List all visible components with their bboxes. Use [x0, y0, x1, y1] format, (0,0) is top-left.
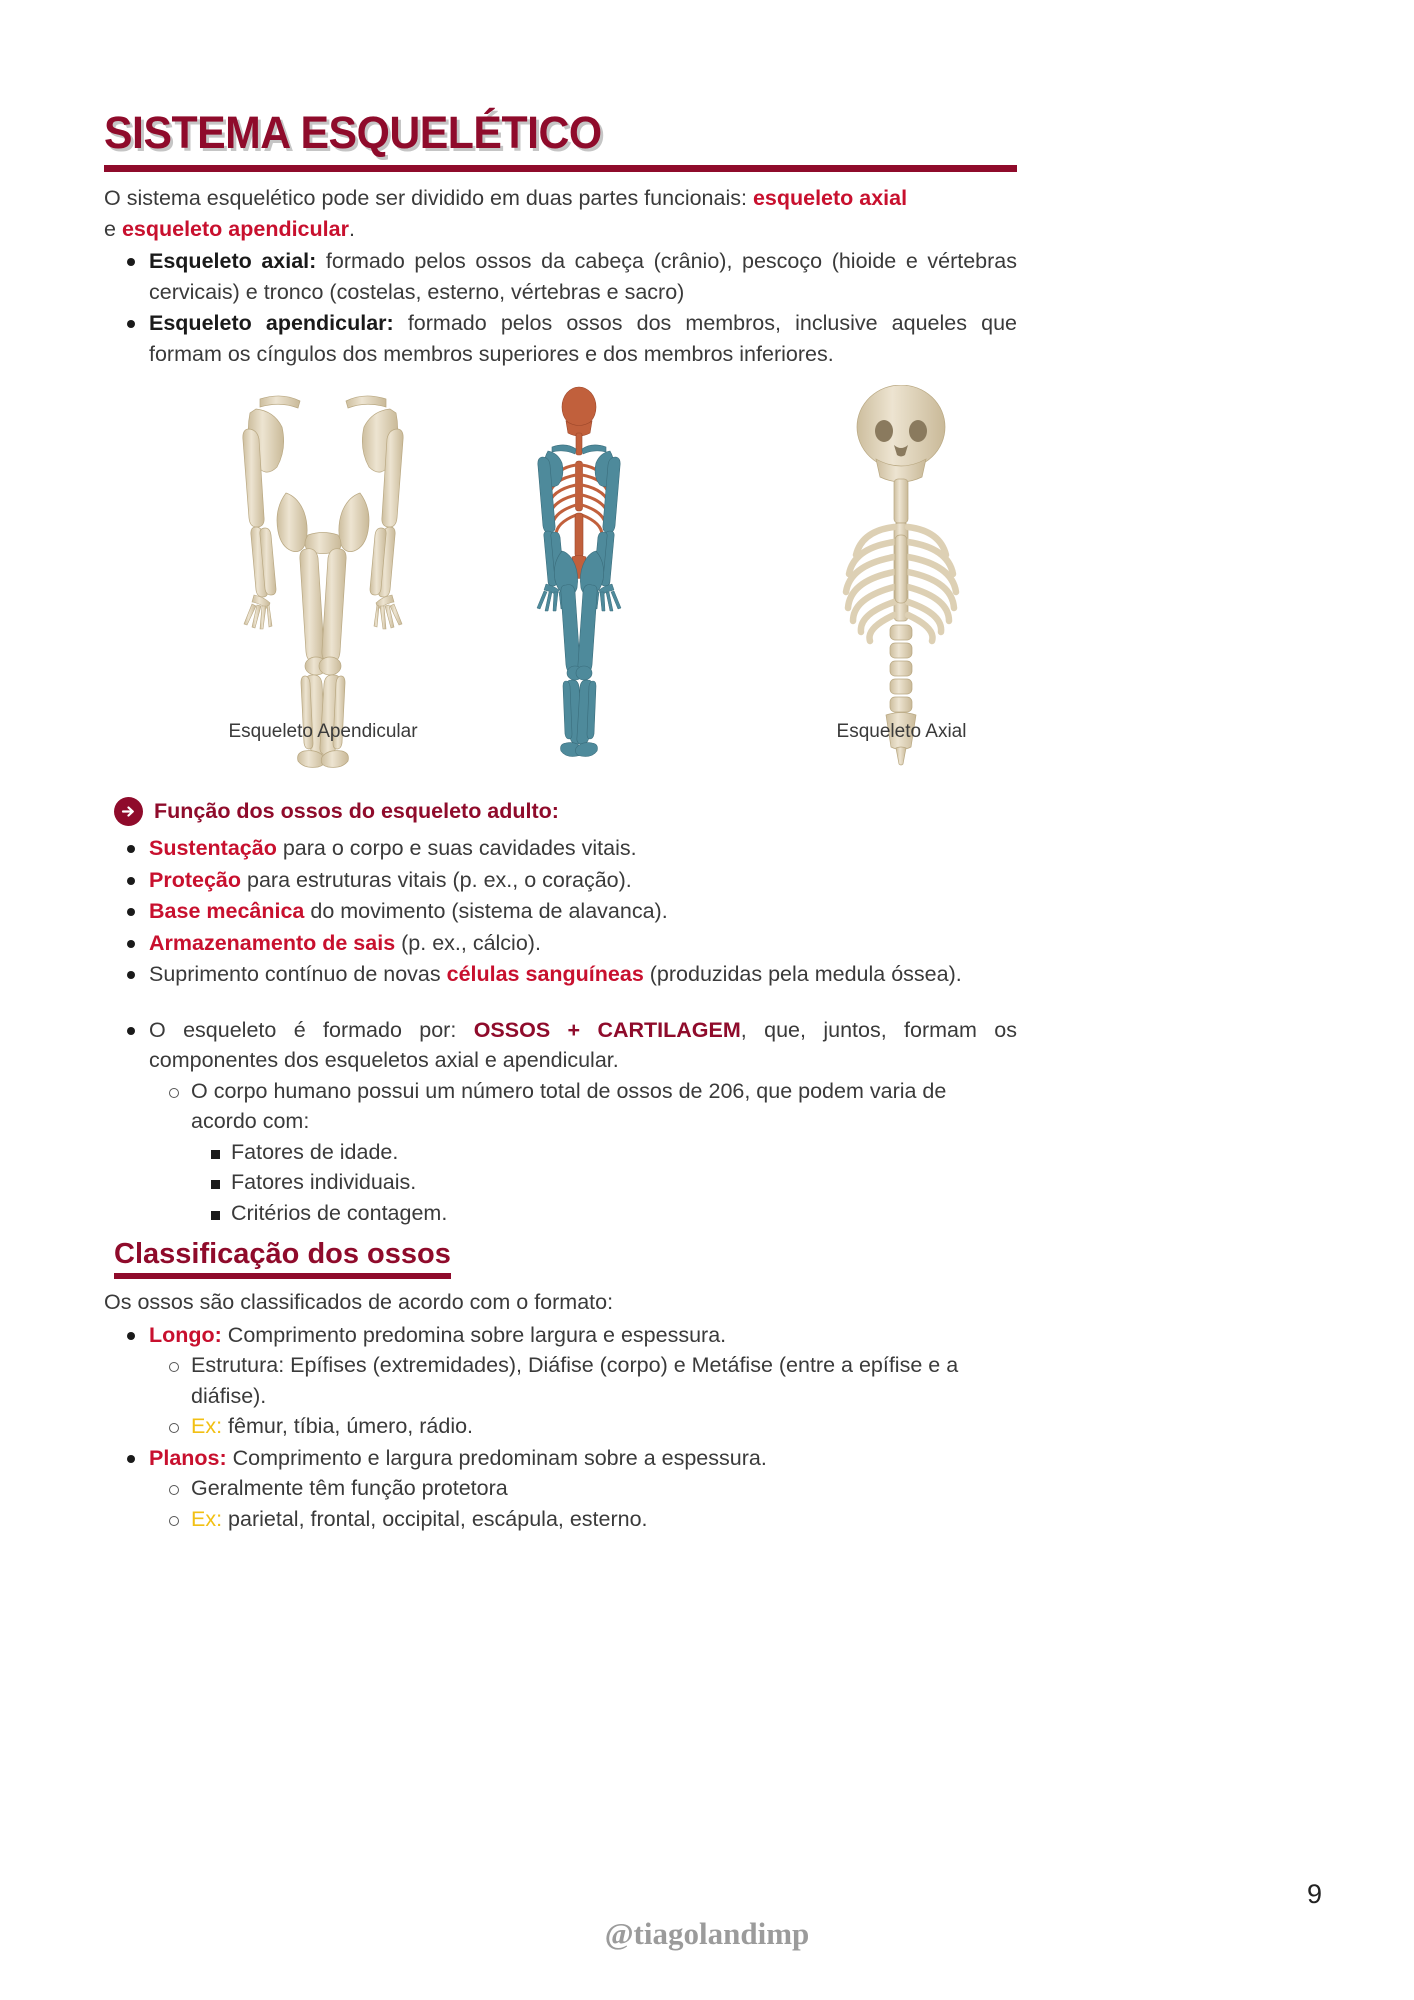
figure-caption-axial: Esqueleto Axial [836, 721, 967, 743]
composition-term: OSSOS + CARTILAGEM [473, 1017, 741, 1042]
intro-bullet-list [104, 246, 1017, 369]
skeleton-figures [104, 385, 1017, 785]
list-item-composition [104, 1015, 1017, 1229]
function-section-heading [114, 797, 1017, 826]
axial-skeleton-image [794, 385, 1009, 770]
function-section-label: Função dos ossos do esqueleto adulto: [154, 799, 559, 824]
intro-paragraph [104, 183, 1017, 244]
list-item [104, 308, 1017, 369]
example-text: parietal, frontal, occipital, escápula, esterno. [222, 1506, 648, 1531]
type-term: Longo: [149, 1322, 222, 1347]
example-label: Ex: [191, 1414, 223, 1439]
appendicular-skeleton-image [208, 385, 438, 770]
list-item-longo [104, 1320, 1017, 1442]
function-bullet-list [104, 833, 1017, 990]
classification-type-list [104, 1320, 1017, 1535]
list-item: Critérios de contagem. [191, 1198, 1017, 1229]
list-item [149, 1076, 1017, 1229]
list-item: Fatores de idade. [191, 1137, 1017, 1168]
list-item [104, 833, 1017, 864]
bullet-text: do movimento (sistema de alavanca). [304, 899, 668, 924]
bullet-text: (p. ex., cálcio). [395, 930, 541, 955]
example-label: Ex: [191, 1506, 223, 1531]
bullet-text: para o corpo e suas cavidades vitais. [276, 836, 637, 861]
figure-axial-skeleton [794, 385, 1009, 775]
intro-term-apendicular: esqueleto apendicular [121, 216, 349, 241]
bullet-term: Armazenamento de sais [149, 930, 396, 955]
classification-heading-text: Classificação dos ossos [114, 1238, 451, 1271]
factors-list [191, 1137, 1017, 1229]
bullet-term: Base mecânica [149, 899, 305, 924]
bullet-term: células sanguíneas [446, 962, 644, 987]
planos-sub-list [149, 1473, 1017, 1534]
arrow-right-circle-icon [114, 797, 143, 826]
title-divider [104, 165, 1017, 172]
intro-text-2: e [104, 216, 122, 241]
bullet-text: para estruturas vitais (p. ex., o coração). [241, 867, 632, 892]
list-item-blood-cells [104, 959, 1017, 990]
page-content [104, 107, 1017, 1535]
list-item: Fatores individuais. [191, 1167, 1017, 1198]
bullet-text: formado pelos ossos da cabeça (crânio), pescoço (hioide e vértebras cervicais) e tronco (costelas, esterno, vértebras e sacro) [149, 249, 1017, 304]
bullet-term: Proteção [149, 867, 242, 892]
watermark: @tiagolandimp [604, 1916, 810, 1951]
composition-text-post: , que, juntos, formam os componentes dos esqueletos axial e apendicular. [149, 1017, 1017, 1073]
example-text: fêmur, tíbia, úmero, rádio. [222, 1414, 474, 1439]
classification-heading-underline [114, 1273, 451, 1279]
type-text: Comprimento e largura predominam sobre a espessura. [226, 1445, 767, 1470]
list-item [104, 928, 1017, 959]
bullet-text-pre: Suprimento contínuo de novas [149, 962, 447, 987]
list-item [104, 896, 1017, 927]
bullet-term: Sustentação [149, 836, 277, 861]
composition-bullet-list [104, 1015, 1017, 1229]
page-title: SISTEMA ESQUELÉTICO [104, 107, 602, 158]
figure-appendicular-skeleton [208, 385, 438, 775]
type-term: Planos: [149, 1445, 227, 1470]
longo-sub-list [149, 1350, 1017, 1442]
classification-intro: Os ossos são classificados de acordo com o formato: [104, 1290, 614, 1315]
sub-bullet-text: O corpo humano possui um número total de ossos de 206, que podem varia de acordo com: [191, 1078, 947, 1134]
composition-sub-list [149, 1076, 1017, 1229]
figure-axial-vs-appendicular [504, 385, 654, 775]
bullet-term: Esqueleto apendicular: [149, 311, 394, 336]
list-item: Estrutura: Epífises (extremidades), Diáfise (corpo) e Metáfise (entre a epífise e a diáfise). [149, 1350, 1017, 1411]
bullet-text-post: (produzidas pela medula óssea). [643, 962, 962, 987]
colored-skeleton-image [504, 385, 654, 770]
section-spacer [104, 991, 1017, 1013]
type-text: Comprimento predomina sobre largura e espessura. [221, 1322, 727, 1347]
bullet-text: formado pelos ossos dos membros, inclusive aqueles que formam os cíngulos dos membros superiores e dos membros inferiores. [149, 311, 1017, 366]
classification-heading [114, 1239, 451, 1279]
list-item [149, 1504, 1017, 1535]
page-number: 9 [1306, 1879, 1322, 1909]
intro-term-axial: esqueleto axial [752, 186, 908, 210]
intro-text-1: O sistema esquelético pode ser dividido em duas partes funcionais: [104, 186, 753, 210]
figure-caption-appendicular: Esqueleto Apendicular [228, 721, 418, 743]
list-item: Geralmente têm função protetora [149, 1473, 1017, 1504]
list-item [104, 246, 1017, 307]
list-item [104, 865, 1017, 896]
intro-text-3: . [348, 216, 355, 241]
composition-text-pre: O esqueleto é formado por: [149, 1017, 474, 1042]
list-item [149, 1411, 1017, 1442]
list-item-planos [104, 1443, 1017, 1535]
bullet-term: Esqueleto axial: [149, 249, 317, 274]
